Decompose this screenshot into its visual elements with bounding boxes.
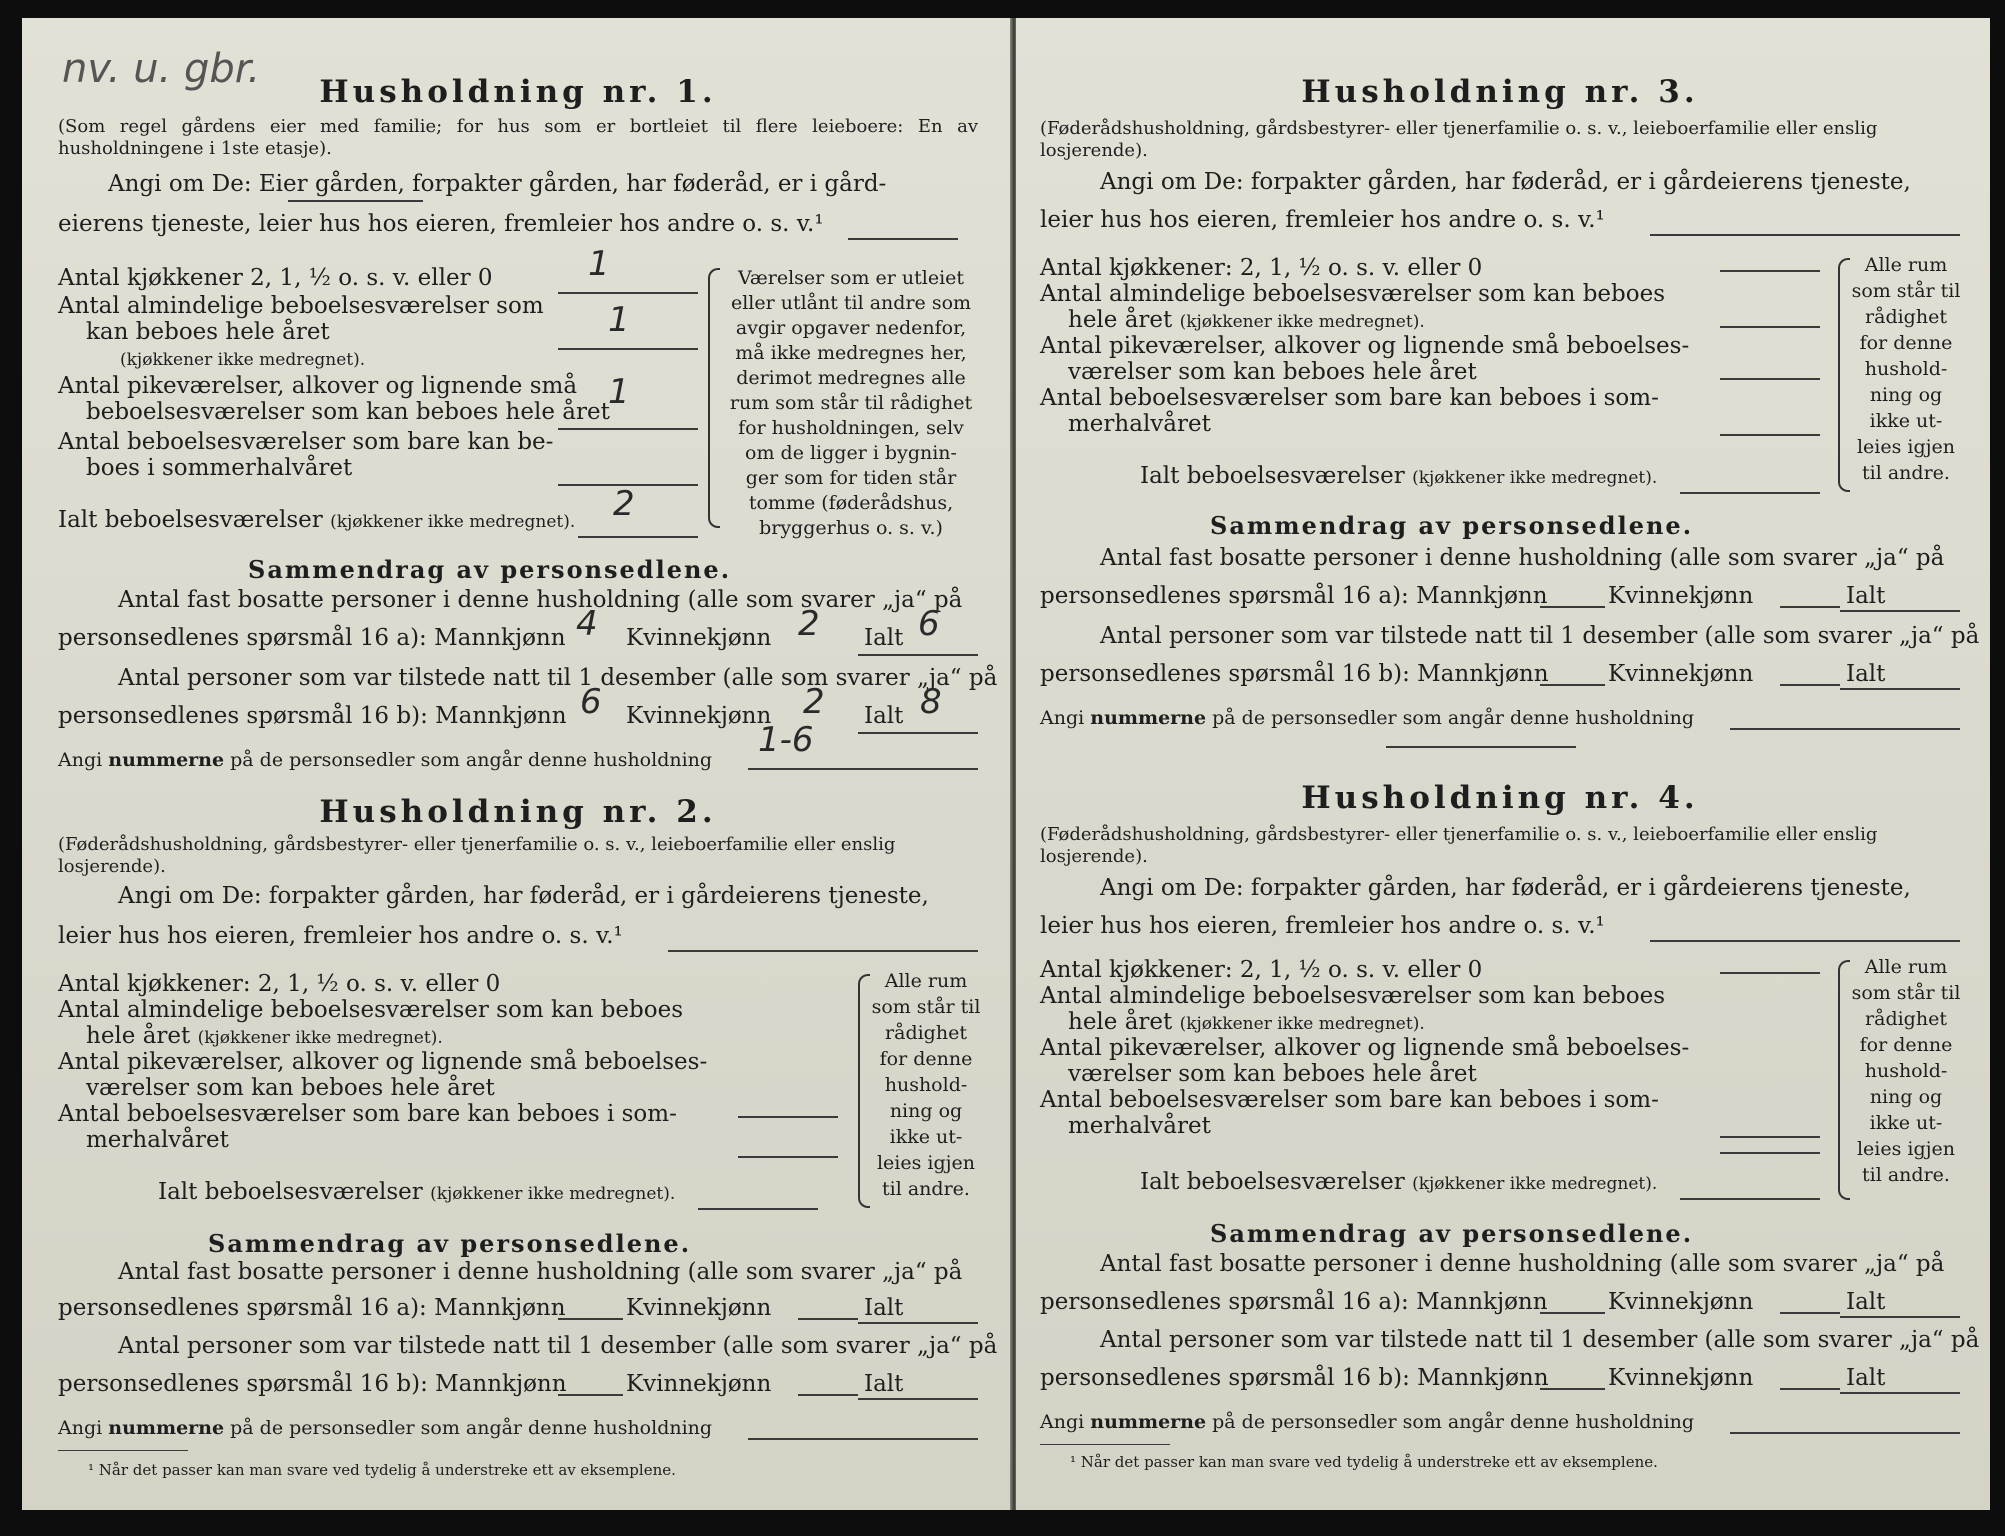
h4-ialt-label: [1140, 1168, 1657, 1198]
footnote-divider-right: [1040, 1444, 1170, 1445]
h4-nummer-c: på de personsedler som angår denne husholdning: [1212, 1411, 1695, 1433]
footnote-text: Når det passer kan man svare ved tydelig å understreke ett av eksemplene.: [98, 1461, 676, 1479]
h3-alm-c: (kjøkkener ikke medregnet).: [1179, 312, 1425, 332]
h2-sommer-label-2: merhalvåret: [86, 1127, 229, 1153]
h2-16a-line-1: Antal fast bosatte personer i denne husholdning (alle som svarer „ja“ på: [118, 1259, 963, 1285]
h2-pike-label-2: værelser som kan beboes hele året: [86, 1075, 495, 1101]
h3-pike-label-1: Antal pikeværelser, alkover og lignende små beboelses-: [1040, 333, 1690, 359]
h3-sommer-label-2: merhalvåret: [1068, 411, 1211, 437]
h3-sidenote-line: Alle rum: [1864, 254, 1948, 276]
h1-nummer-a: Angi: [58, 749, 103, 771]
h4-angi-line-1: Angi om De: forpakter gården, har føderåd, er i gårdeierens tjeneste,: [1100, 875, 1911, 901]
h2-alm-label-1: Antal almindelige beboelsesværelser som kan beboes: [58, 997, 684, 1023]
h2-sidenote-line: leies igjen: [876, 1152, 976, 1174]
footnote-text: Når det passer kan man svare ved tydelig å understreke ett av eksemplene.: [1080, 1453, 1658, 1471]
h2-16a-kvinne-label: Kvinnekjønn: [626, 1295, 772, 1321]
h4-16b-line-2: personsedlenes spørsmål 16 b): Mannkjønn: [1040, 1365, 1549, 1391]
household-3: [1040, 74, 1980, 738]
h3-sidenote-line: som står til: [1851, 280, 1961, 302]
h3-16b-rule: [1840, 688, 1960, 690]
h4-pike-label-2: værelser som kan beboes hele året: [1068, 1061, 1477, 1087]
h2-angi-line-2: leier hus hos eieren, fremleier hos andre o. s. v.¹: [58, 923, 623, 949]
h2-sidenote-line: ikke ut-: [889, 1126, 963, 1148]
h4-brace: [1838, 960, 1850, 1200]
h3-ialt-small: (kjøkkener ikke medregnet).: [1412, 468, 1658, 488]
section-divider: [1386, 746, 1576, 748]
h4-sidenote-line: for denne: [1859, 1034, 1953, 1056]
h1-sidenote-line: avgir opgaver nedenfor,: [735, 317, 967, 339]
h1-pike-label-2: beboelsesværelser som kan beboes hele året: [86, 399, 610, 425]
h3-sidenote-line: rådighet: [1865, 306, 1947, 328]
h2-16a-mann-rule: [558, 1318, 623, 1320]
h1-16a-ialt: 6: [918, 604, 940, 644]
h4-sommer-rule-2: [1720, 1152, 1820, 1154]
h1-sidenote-line: bryggerhus o. s. v.): [759, 517, 943, 539]
h1-sidenote-line: må ikke medregnes her,: [735, 342, 967, 364]
household-4-title: Husholdning nr. 4.: [1301, 780, 1699, 816]
h3-nummer-rule: [1730, 728, 1960, 730]
h3-16a-ialt-label: Ialt: [1846, 583, 1886, 609]
h2-nummer-a: Angi: [58, 1417, 103, 1439]
h4-angi-rule: [1650, 940, 1960, 942]
h1-alm-label-3: (kjøkkener ikke medregnet).: [120, 350, 366, 370]
h4-kjokken-rule: [1720, 972, 1820, 974]
h4-16b-line-1: Antal personer som var tilstede natt til 1 desember (alle som svarer „ja“ på: [1100, 1327, 1980, 1353]
h4-16b-mann-rule: [1540, 1388, 1605, 1390]
h2-ialt-small: (kjøkkener ikke medregnet).: [430, 1184, 676, 1204]
h1-16a-line-2: personsedlenes spørsmål 16 a): Mannkjønn: [58, 625, 566, 651]
h2-16b-rule: [858, 1398, 978, 1400]
h4-angi-line-2: leier hus hos eieren, fremleier hos andre o. s. v.¹: [1040, 913, 1605, 939]
h4-16b-ialt-label: Ialt: [1846, 1365, 1886, 1391]
h1-sidenote: [726, 266, 976, 541]
h1-nummer-b: nummerne: [108, 749, 225, 771]
footnote-right: ¹ Når det passer kan man svare ved tydelig å understreke ett av eksemplene.: [1070, 1453, 1658, 1471]
right-page: [1016, 18, 1990, 1510]
h3-angi-line-1: Angi om De: forpakter gården, har føderåd, er i gårdeierens tjeneste,: [1100, 169, 1911, 195]
h2-ialt-rule: [698, 1208, 818, 1210]
h4-sidenote-line: rådighet: [1865, 1008, 1947, 1030]
h2-nummer-rule: [748, 1438, 978, 1440]
h3-16b-kvinne-rule: [1780, 684, 1840, 686]
h2-16b-mann-rule: [558, 1394, 623, 1396]
h1-sidenote-line: rum som står til rådighet: [729, 392, 973, 414]
margin-handwritten-note: nv. u. gbr.: [62, 46, 261, 92]
h1-ialt-small: (kjøkkener ikke medregnet).: [330, 512, 576, 532]
h1-nummer-c: på de personsedler som angår denne husholdning: [230, 749, 713, 771]
h1-kjokken-answer: 1: [588, 244, 610, 284]
left-page: [22, 18, 1012, 1510]
h2-16a-ialt-label: Ialt: [864, 1295, 904, 1321]
h4-alm-b: hele året: [1068, 1009, 1173, 1035]
h3-sidenote-line: ikke ut-: [1869, 410, 1943, 432]
h3-sommer-rule: [1720, 434, 1820, 436]
h1-16b-rule: [858, 732, 978, 734]
household-2: [58, 778, 998, 1479]
h2-16b-kvinne-rule: [798, 1394, 858, 1396]
h3-sidenote-line: til andre.: [1862, 462, 1950, 484]
h3-16b-line-2: personsedlenes spørsmål 16 b): Mannkjønn: [1040, 661, 1549, 687]
household-1-note: (Som regel gårdens eier med familie; for hus som er bortleiet til flere leieboere: En av husholdningene i 1ste etasje).: [58, 116, 978, 159]
h3-brace: [1838, 258, 1850, 492]
h2-16a-kvinne-rule: [798, 1318, 858, 1320]
h4-16a-kvinne-rule: [1780, 1312, 1840, 1314]
h1-angi-answer-line: [848, 238, 958, 240]
h4-nummer-a: Angi: [1040, 1411, 1085, 1433]
h4-alm-c: (kjøkkener ikke medregnet).: [1179, 1014, 1425, 1034]
h1-angi-line-1: Angi om De: Eier gården, forpakter gården, har føderåd, er i gård-: [108, 171, 887, 197]
h3-nummer-c: på de personsedler som angår denne husholdning: [1212, 707, 1695, 729]
h1-alm-answer: 1: [608, 300, 630, 340]
h1-sidenote-line: for husholdningen, selv: [738, 417, 964, 439]
h2-ialt-label: [158, 1178, 675, 1208]
h2-nummer-b: nummerne: [108, 1417, 225, 1439]
h4-sidenote-line: til andre.: [1862, 1164, 1950, 1186]
h2-sidenote-line: hushold-: [884, 1074, 968, 1096]
h3-kjokken-label: Antal kjøkkener: 2, 1, ½ o. s. v. eller 0: [1040, 255, 1483, 281]
h4-16a-line-1: Antal fast bosatte personer i denne husholdning (alle som svarer „ja“ på: [1100, 1251, 1945, 1277]
h2-sidenote-line: ning og: [889, 1100, 963, 1122]
h2-sidenote-line: som står til: [871, 996, 981, 1018]
h4-sidenote-line: hushold-: [1864, 1060, 1948, 1082]
h2-nummer-c: på de personsedler som angår denne husholdning: [230, 1417, 713, 1439]
household-2-title: Husholdning nr. 2.: [319, 794, 717, 830]
h1-16b-ialt-label: Ialt: [864, 703, 904, 729]
h4-sommer-rule: [1720, 1136, 1820, 1138]
h3-angi-line-2: leier hus hos eieren, fremleier hos andre o. s. v.¹: [1040, 207, 1605, 233]
h4-16a-ialt-label: Ialt: [1846, 1289, 1886, 1315]
h2-sidenote-line: rådighet: [885, 1022, 967, 1044]
h2-kjokken-label: Antal kjøkkener: 2, 1, ½ o. s. v. eller 0: [58, 971, 501, 997]
h2-sommer-rule: [738, 1116, 838, 1118]
h1-ialt-label: [58, 506, 575, 536]
h1-16b-line-2: personsedlenes spørsmål 16 b): Mannkjønn: [58, 703, 567, 729]
h1-pike-label-1: Antal pikeværelser, alkover og lignende små: [58, 373, 578, 399]
h4-ialt-rule: [1680, 1198, 1820, 1200]
h3-sidenote-line: leies igjen: [1856, 436, 1956, 458]
h2-sidenote: [870, 968, 982, 1202]
h1-sommer-label-2: boes i sommerhalvåret: [86, 455, 353, 481]
h1-16a-mann: 4: [576, 604, 598, 644]
h1-nummer-rule: [748, 768, 978, 770]
h2-summary-title: Sammendrag av personsedlene.: [208, 1229, 692, 1258]
h3-16a-kvinne-rule: [1780, 606, 1840, 608]
h4-16a-line-2: personsedlenes spørsmål 16 a): Mannkjønn: [1040, 1289, 1548, 1315]
h3-kjokken-rule: [1720, 270, 1820, 272]
h1-brace: [708, 268, 720, 528]
h3-alm-label-1: Antal almindelige beboelsesværelser som kan beboes: [1040, 281, 1666, 307]
h2-16b-line-2: personsedlenes spørsmål 16 b): Mannkjønn: [58, 1371, 567, 1397]
h1-ialt-text: Ialt beboelsesværelser: [58, 507, 323, 533]
h2-pike-label-1: Antal pikeværelser, alkover og lignende små beboelses-: [58, 1049, 708, 1075]
h1-16a-rule: [858, 654, 978, 656]
h2-angi-rule: [668, 950, 978, 952]
household-3-title: Husholdning nr. 3.: [1301, 74, 1699, 110]
household-1-title: Husholdning nr. 1.: [319, 74, 717, 110]
h4-16a-kvinne-label: Kvinnekjønn: [1608, 1289, 1754, 1315]
h3-pike-label-2: værelser som kan beboes hele året: [1068, 359, 1477, 385]
h3-16b-line-1: Antal personer som var tilstede natt til 1 desember (alle som svarer „ja“ på: [1100, 623, 1980, 649]
h3-16a-line-1: Antal fast bosatte personer i denne husholdning (alle som svarer „ja“ på: [1100, 545, 1945, 571]
h2-ialt-text: Ialt beboelsesværelser: [158, 1179, 423, 1205]
h1-sidenote-line: ger som for tiden står: [745, 467, 957, 489]
household-3-note: (Føderådshusholdning, gårdsbestyrer- eller tjenerfamilie o. s. v., leieboerfamilie eller enslig losjerende).: [1040, 118, 1878, 161]
h1-alm-label-2: kan beboes hele året: [86, 319, 330, 345]
h3-16b-kvinne-label: Kvinnekjønn: [1608, 661, 1754, 687]
h1-summary-title: Sammendrag av personsedlene.: [248, 555, 732, 584]
h3-16a-kvinne-label: Kvinnekjønn: [1608, 583, 1754, 609]
h4-16a-mann-rule: [1540, 1312, 1605, 1314]
h4-sidenote-line: Alle rum: [1864, 956, 1948, 978]
h2-16b-kvinne-label: Kvinnekjønn: [626, 1371, 772, 1397]
h2-nummer-label: [58, 1414, 712, 1442]
h2-sidenote-line: for denne: [879, 1048, 973, 1070]
h4-nummer-b: nummerne: [1090, 1411, 1207, 1433]
h4-sidenote: [1850, 954, 1962, 1188]
h1-kjokken-label: Antal kjøkkener 2, 1, ½ o. s. v. eller 0: [58, 265, 493, 291]
h2-sidenote-line: til andre.: [882, 1178, 970, 1200]
h2-sommer-rule-2: [738, 1156, 838, 1158]
footnote-left: ¹ Når det passer kan man svare ved tydelig å understreke ett av eksemplene.: [88, 1461, 676, 1479]
h4-16b-rule: [1840, 1392, 1960, 1394]
h4-nummer-rule: [1730, 1432, 1960, 1434]
h3-sidenote-line: hushold-: [1864, 358, 1948, 380]
h3-sommer-label-1: Antal beboelsesværelser som bare kan beboes i som-: [1040, 385, 1659, 411]
h1-alm-label-1: Antal almindelige beboelsesværelser som: [58, 293, 544, 319]
h3-16b-mann-rule: [1540, 684, 1605, 686]
h1-alm-rule: [558, 348, 698, 350]
h1-16a-kvinne-label: Kvinnekjønn: [626, 625, 772, 651]
h4-nummer-label: [1040, 1408, 1694, 1436]
h2-16b-line-1: Antal personer som var tilstede natt til 1 desember (alle som svarer „ja“ på: [118, 1333, 998, 1359]
h3-pike-rule: [1720, 378, 1820, 380]
h1-16b-kvinne-label: Kvinnekjønn: [626, 703, 772, 729]
h1-angi-line-2: eierens tjeneste, leier hus hos eieren, fremleier hos andre o. s. v.¹: [58, 211, 824, 237]
footnote-divider: [58, 1450, 188, 1451]
h1-eier-underline: [288, 200, 423, 202]
household-4: [1040, 764, 1980, 1474]
h2-16a-rule: [858, 1322, 978, 1324]
h4-16b-kvinne-rule: [1780, 1388, 1840, 1390]
h3-angi-rule: [1650, 234, 1960, 236]
h4-16b-kvinne-label: Kvinnekjønn: [1608, 1365, 1754, 1391]
h4-sidenote-line: ikke ut-: [1869, 1112, 1943, 1134]
household-2-note: (Føderådshusholdning, gårdsbestyrer- eller tjenerfamilie o. s. v., leieboerfamilie eller enslig losjerende).: [58, 834, 896, 877]
h1-16b-kvinne: 2: [803, 682, 825, 722]
h2-sommer-label-1: Antal beboelsesværelser som bare kan beboes i som-: [58, 1101, 677, 1127]
h1-16b-ialt: 8: [920, 682, 942, 722]
h1-16b-mann: 6: [580, 682, 602, 722]
h2-alm-b: hele året: [86, 1023, 191, 1049]
h3-ialt-rule: [1680, 492, 1820, 494]
h3-16a-mann-rule: [1540, 606, 1605, 608]
h4-sidenote-line: leies igjen: [1856, 1138, 1956, 1160]
h1-pike-rule: [558, 428, 698, 430]
h3-16b-ialt-label: Ialt: [1846, 661, 1886, 687]
household-1: [58, 74, 998, 771]
h1-sidenote-line: tomme (føderådshus,: [748, 492, 954, 514]
h4-kjokken-label: Antal kjøkkener: 2, 1, ½ o. s. v. eller 0: [1040, 957, 1483, 983]
h1-sommer-label-1: Antal beboelsesværelser som bare kan be-: [58, 429, 554, 455]
h2-brace: [858, 974, 870, 1208]
h4-ialt-small: (kjøkkener ikke medregnet).: [1412, 1174, 1658, 1194]
h4-summary-title: Sammendrag av personsedlene.: [1210, 1219, 1694, 1248]
h1-nummer-label: [58, 746, 712, 774]
h4-ialt-text: Ialt beboelsesværelser: [1140, 1169, 1405, 1195]
h3-summary-title: Sammendrag av personsedlene.: [1210, 511, 1694, 540]
h3-sidenote: [1850, 252, 1962, 486]
h3-16a-line-2: personsedlenes spørsmål 16 a): Mannkjønn: [1040, 583, 1548, 609]
h1-16b-line-1: Antal personer som var tilstede natt til 1 desember (alle som svarer „ja“ på: [118, 665, 998, 691]
h1-16a-ialt-label: Ialt: [864, 625, 904, 651]
h3-16a-rule: [1840, 610, 1960, 612]
h4-sommer-label-2: merhalvåret: [1068, 1113, 1211, 1139]
h1-ialt-rule: [578, 536, 698, 538]
h1-16a-kvinne: 2: [798, 604, 820, 644]
h2-16b-ialt-label: Ialt: [864, 1371, 904, 1397]
h2-angi-line-1: Angi om De: forpakter gården, har føderåd, er i gårdeierens tjeneste,: [118, 883, 929, 909]
h2-sidenote-line: Alle rum: [884, 970, 968, 992]
h3-ialt-text: Ialt beboelsesværelser: [1140, 463, 1405, 489]
h1-nummer-answer: 1-6: [758, 720, 814, 760]
h2-16a-line-2: personsedlenes spørsmål 16 a): Mannkjønn: [58, 1295, 566, 1321]
h1-sidenote-line: Værelser som er utleiet: [737, 267, 965, 289]
h4-alm-label-1: Antal almindelige beboelsesværelser som kan beboes: [1040, 983, 1666, 1009]
h3-nummer-b: nummerne: [1090, 707, 1207, 729]
h1-kjokken-rule: [558, 292, 698, 294]
h3-alm-rule: [1720, 326, 1820, 328]
h4-sommer-label-1: Antal beboelsesværelser som bare kan beboes i som-: [1040, 1087, 1659, 1113]
h1-ialt-answer: 2: [613, 484, 635, 524]
h3-sidenote-line: ning og: [1869, 384, 1943, 406]
household-4-note: (Føderådshusholdning, gårdsbestyrer- eller tjenerfamilie o. s. v., leieboerfamilie eller enslig losjerende).: [1040, 824, 1878, 867]
h4-sidenote-line: ning og: [1869, 1086, 1943, 1108]
h4-sidenote-line: som står til: [1851, 982, 1961, 1004]
h3-ialt-label: [1140, 462, 1657, 492]
h1-16a-line-1: Antal fast bosatte personer i denne husholdning (alle som svarer „ja“ på: [118, 587, 963, 613]
h4-16a-rule: [1840, 1316, 1960, 1318]
h1-pike-answer: 1: [608, 372, 630, 412]
h3-nummer-a: Angi: [1040, 707, 1085, 729]
h1-sidenote-line: om de ligger i bygnin-: [745, 442, 957, 464]
h2-alm-c: (kjøkkener ikke medregnet).: [197, 1028, 443, 1048]
h3-sidenote-line: for denne: [1859, 332, 1953, 354]
h4-pike-label-1: Antal pikeværelser, alkover og lignende små beboelses-: [1040, 1035, 1690, 1061]
h3-nummer-label: [1040, 704, 1694, 732]
h1-sidenote-line: derimot medregnes alle: [736, 367, 966, 389]
h1-sidenote-line: eller utlånt til andre som: [730, 292, 972, 314]
h3-alm-b: hele året: [1068, 307, 1173, 333]
